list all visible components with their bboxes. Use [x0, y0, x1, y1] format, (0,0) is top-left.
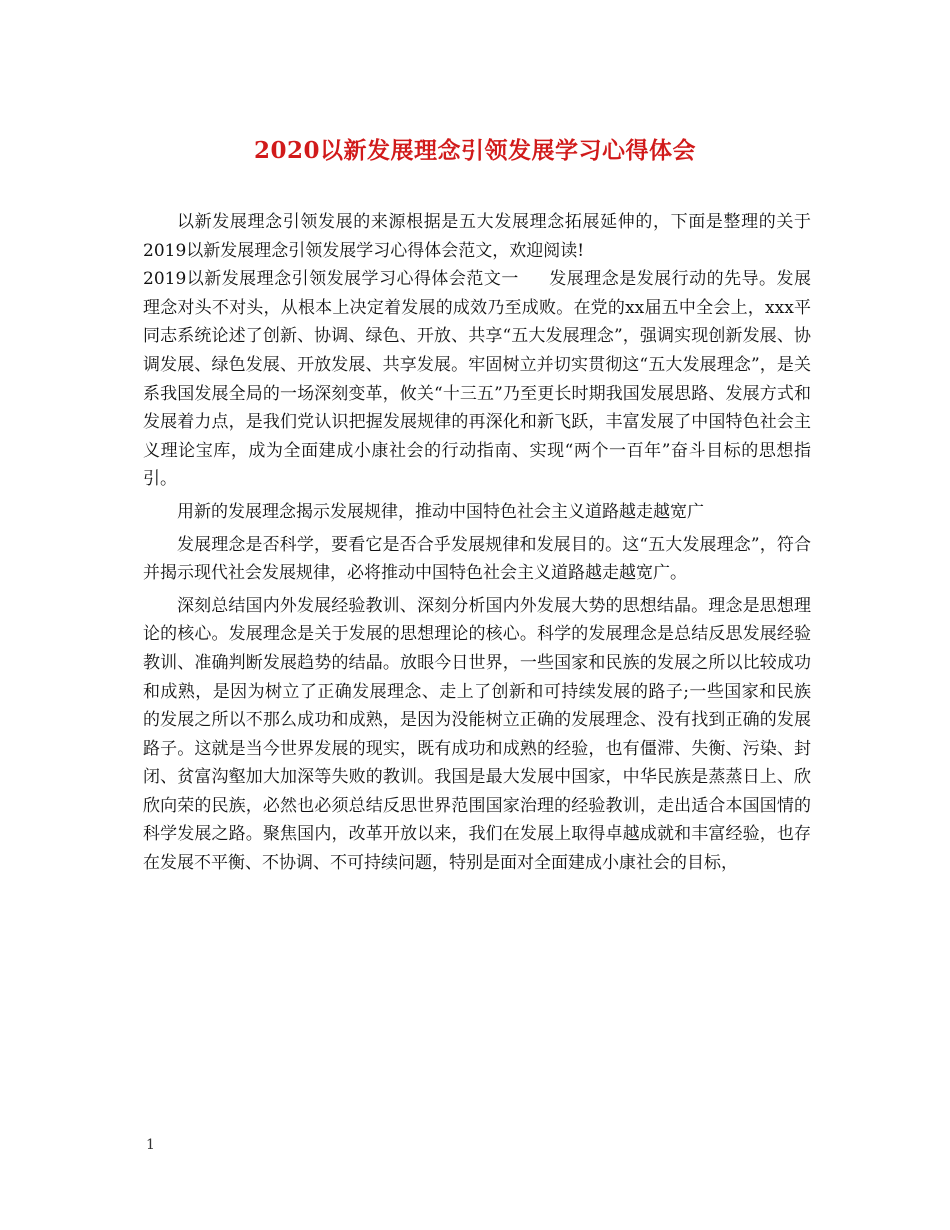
- paragraph-4: 深刻总结国内外发展经验教训、深刻分析国内外发展大势的思想结晶。理念是思想理论的核心。发展理念是关于发展的思想理论的核心。科学的发展理念是总结反思发展经验教训、准确判断发展趋势的结晶。放眼今日世界，一些国家和民族的发展之所以比较成功和成熟，是因为树立了正确发展理念、走上了创新和可持续发展的路子;一些国家和民族的发展之所以不那么成功和成熟，是因为没能树立正确的发展理念、没有找到正确的发展路子。这就是当今世界发展的现实，既有成功和成熟的经验，也有僵滞、失衡、污染、封闭、贫富沟壑加大加深等失败的教训。我国是最大发展中国家，中华民族是蒸蒸日上、欣欣向荣的民族，必然也必须总结反思世界范围国家治理的经验教训，走出适合本国国情的科学发展之路。聚焦国内，改革开放以来，我们在发展上取得卓越成就和丰富经验，也存在发展不平衡、不协调、不可持续问题，特别是面对全面建成小康社会的目标，: [143, 595, 811, 874]
- section-heading: 2019以新发展理念引领发展学习心得体会范文一: [143, 269, 519, 290]
- section-paragraph: [143, 265, 811, 494]
- document-title: 2020以新发展理念引领发展学习心得体会: [253, 137, 696, 164]
- intro-paragraph: 以新发展理念引领发展的来源根据是五大发展理念拓展延伸的，下面是整理的关于2019以新发展理念引领发展学习心得体会范文，欢迎阅读!: [143, 212, 811, 261]
- section-lead-text: 发展理念是发展行动的先导。发展理念对头不对头，从根本上决定着发展的成效乃至成败。在党的xx届五中全会上，xxx平同志系统论述了创新、协调、绿色、开放、共享“五大发展理念”，强调实现创新发展、协调发展、绿色发展、开放发展、共享发展。牢固树立并切实贯彻这“五大发展理念”，是关系我国发展全局的一场深刻变革，攸关“十三五”乃至更长时期我国发展思路、发展方式和发展着力点，是我们党认识把握发展规律的再深化和新飞跃，丰富发展了中国特色社会主义理论宝库，成为全面建成小康社会的行动指南、实现“两个一百年”奋斗目标的思想指引。: [143, 269, 811, 490]
- document-body: [143, 208, 811, 878]
- page-number: 1: [146, 1137, 155, 1153]
- paragraph-3: 发展理念是否科学，要看它是否合乎发展规律和发展目的。这“五大发展理念”，符合并揭示现代社会发展规律，必将推动中国特色社会主义道路越走越宽广。: [143, 534, 811, 584]
- paragraph-2: 用新的发展理念揭示发展规律，推动中国特色社会主义道路越走越宽广: [177, 501, 704, 522]
